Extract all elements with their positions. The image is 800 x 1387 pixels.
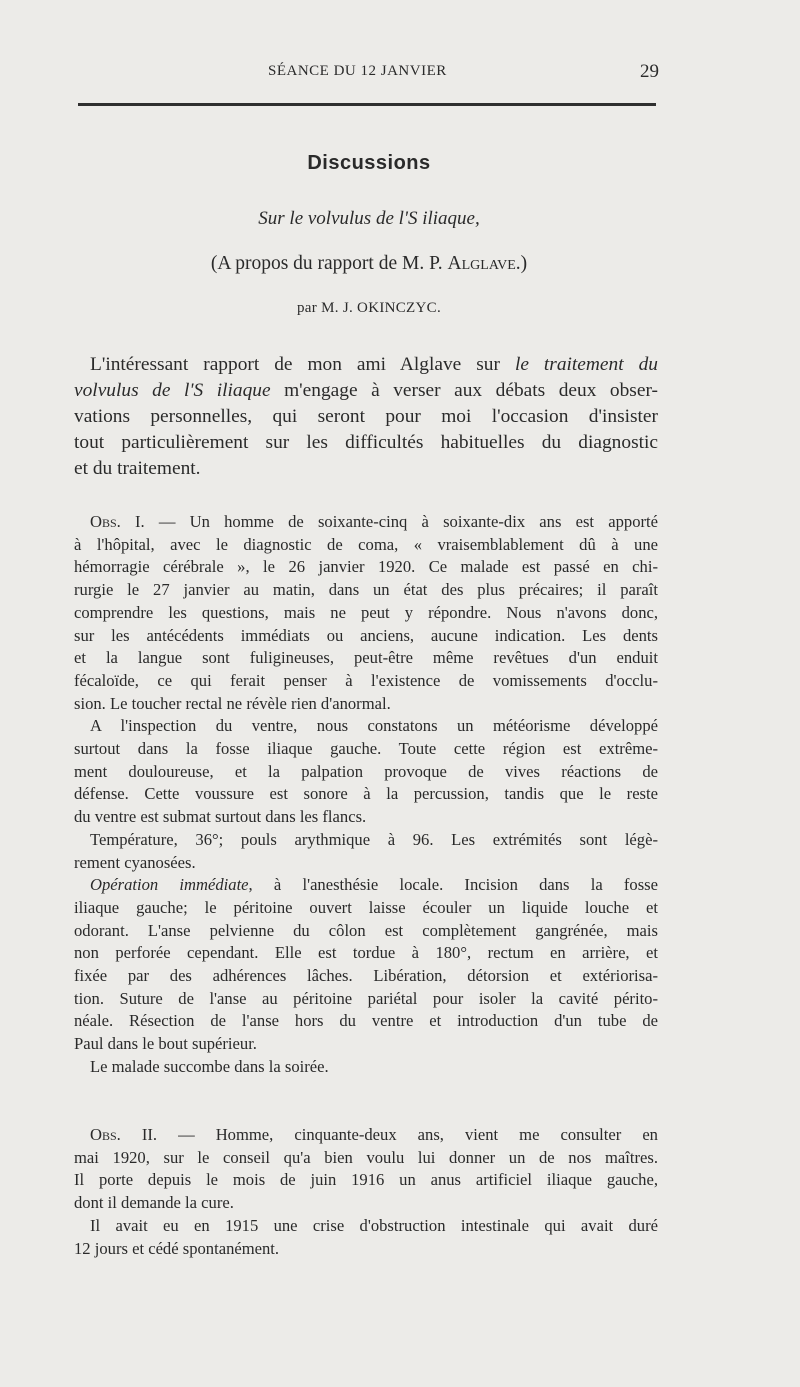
discussion-reference — [0, 253, 738, 275]
obs1-line — [74, 874, 658, 897]
obs1-line — [74, 511, 658, 534]
observation-1 — [74, 511, 658, 1079]
header-rule — [78, 103, 656, 106]
intro-paragraph — [74, 352, 658, 482]
obs2-line-text: — Homme, cinquante-deux ans, vient me consulter en — [157, 1125, 658, 1144]
intro-emphasis: le traitement du — [514, 354, 658, 375]
obs1-line: rurgie le 27 janvier au matin, dans un état des plus précaires; il paraît — [74, 580, 658, 600]
page-number: 29 — [640, 61, 659, 82]
obs1-line: Température, 36°; pouls arythmique à 96. Les extrémités sont légè- — [90, 829, 658, 849]
obs1-line: comprendre les questions, mais ne peut y répondre. Nous n'avons donc, — [74, 602, 658, 622]
obs1-line: néale. Résection de l'anse hors du ventre et introduction d'un tube de — [74, 1011, 658, 1031]
obs1-line: iliaque gauche; le péritoine ouvert laisse écouler un liquide louche et — [74, 897, 658, 917]
obs1-line: fixée par des adhérences lâches. Libération, détorsion et extériorisa- — [74, 966, 658, 986]
intro-line-text: m'engage à verser aux débats deux obser- — [270, 380, 658, 401]
obs2-line: Il avait eu en 1915 une crise d'obstruction intestinale qui avait duré — [90, 1215, 658, 1235]
obs1-line: surtout dans la fosse iliaque gauche. Toute cette région est extrême- — [74, 739, 658, 759]
obs1-line: ment douloureuse, et la palpation provoque de vives réactions de — [74, 761, 658, 781]
intro-line-text: L'intéressant rapport de mon ami Alglave sur — [90, 354, 515, 375]
obs1-emphasis: Opération immédiate — [90, 875, 249, 895]
intro-line: et du traitement. — [74, 458, 201, 479]
observation-label: Obs. I. — [90, 512, 145, 531]
obs1-line: Le malade succombe dans la soirée. — [90, 1056, 329, 1076]
running-head: SÉANCE DU 12 JANVIER — [268, 63, 447, 79]
obs1-line: A l'inspection du ventre, nous constatons un météorisme développé — [90, 716, 658, 736]
obs1-line: sion. Le toucher rectal ne révèle rien d'anormal. — [74, 693, 391, 713]
obs1-line: et la langue sont fuligineuses, peut-être même revêtues d'un enduit — [74, 648, 658, 668]
obs2-line: Il porte depuis le mois de juin 1916 un anus artificiel iliaque gauche, — [74, 1170, 658, 1190]
discussion-subtitle: Sur le volvulus de l'S iliaque, — [258, 208, 480, 229]
obs2-line: 12 jours et cédé spontanément. — [74, 1238, 280, 1258]
reference-name: Alglave — [447, 253, 516, 274]
obs2-line — [74, 1124, 658, 1147]
obs1-line: rement cyanosées. — [74, 852, 196, 872]
author-line: par M. J. OKINCZYC. — [296, 300, 442, 316]
reference-suffix: .) — [515, 253, 528, 274]
obs1-line-text: — Un homme de soixante-cinq à soixante-dix ans est apporté — [144, 512, 658, 531]
observation-label: Obs. II. — [90, 1125, 158, 1144]
obs1-line: hémorragie cérébrale », le 26 janvier 1920. Ce malade est passé en chi- — [74, 557, 658, 577]
observation-2 — [74, 1124, 658, 1260]
obs1-line-text: , à l'anesthésie locale. Incision dans la fosse — [248, 875, 658, 895]
intro-line — [74, 352, 658, 378]
obs2-line: mai 1920, sur le conseil qu'a bien voulu lui donner un de nos maîtres. — [74, 1147, 658, 1167]
obs1-line: tion. Suture de l'anse au péritoine pariétal pour isoler la cavité périto- — [74, 988, 658, 1008]
section-title: Discussions — [307, 152, 431, 174]
intro-line — [74, 378, 658, 404]
obs2-line: dont il demande la cure. — [74, 1193, 234, 1213]
intro-line: vations personnelles, qui seront pour moi l'occasion d'insister — [74, 406, 658, 427]
obs1-line: du ventre est submat surtout dans les flancs. — [74, 807, 367, 827]
obs1-line: défense. Cette voussure est sonore à la percussion, tandis que le reste — [74, 784, 658, 804]
obs1-line: Paul dans le bout supérieur. — [74, 1034, 257, 1054]
reference-prefix: (A propos du rapport de M. P. — [210, 253, 448, 274]
obs1-line: non perforée cependant. Elle est tordue à 180°, rectum en arrière, et — [74, 943, 658, 963]
obs1-line: fécaloïde, ce qui ferait penser à l'existence de vomissements d'occlu- — [74, 670, 658, 690]
obs1-line: sur les antécédents immédiats ou anciens, aucune indication. Les dents — [74, 625, 658, 645]
obs1-line: odorant. L'anse pelvienne du côlon est complètement gangrénée, mais — [74, 920, 658, 940]
obs1-line: à l'hôpital, avec le diagnostic de coma, « vraisemblablement dû à une — [74, 534, 658, 554]
intro-line: tout particulièrement sur les difficultés habituelles du diagnostic — [74, 432, 658, 453]
intro-emphasis: volvulus de l'S iliaque — [74, 380, 271, 401]
